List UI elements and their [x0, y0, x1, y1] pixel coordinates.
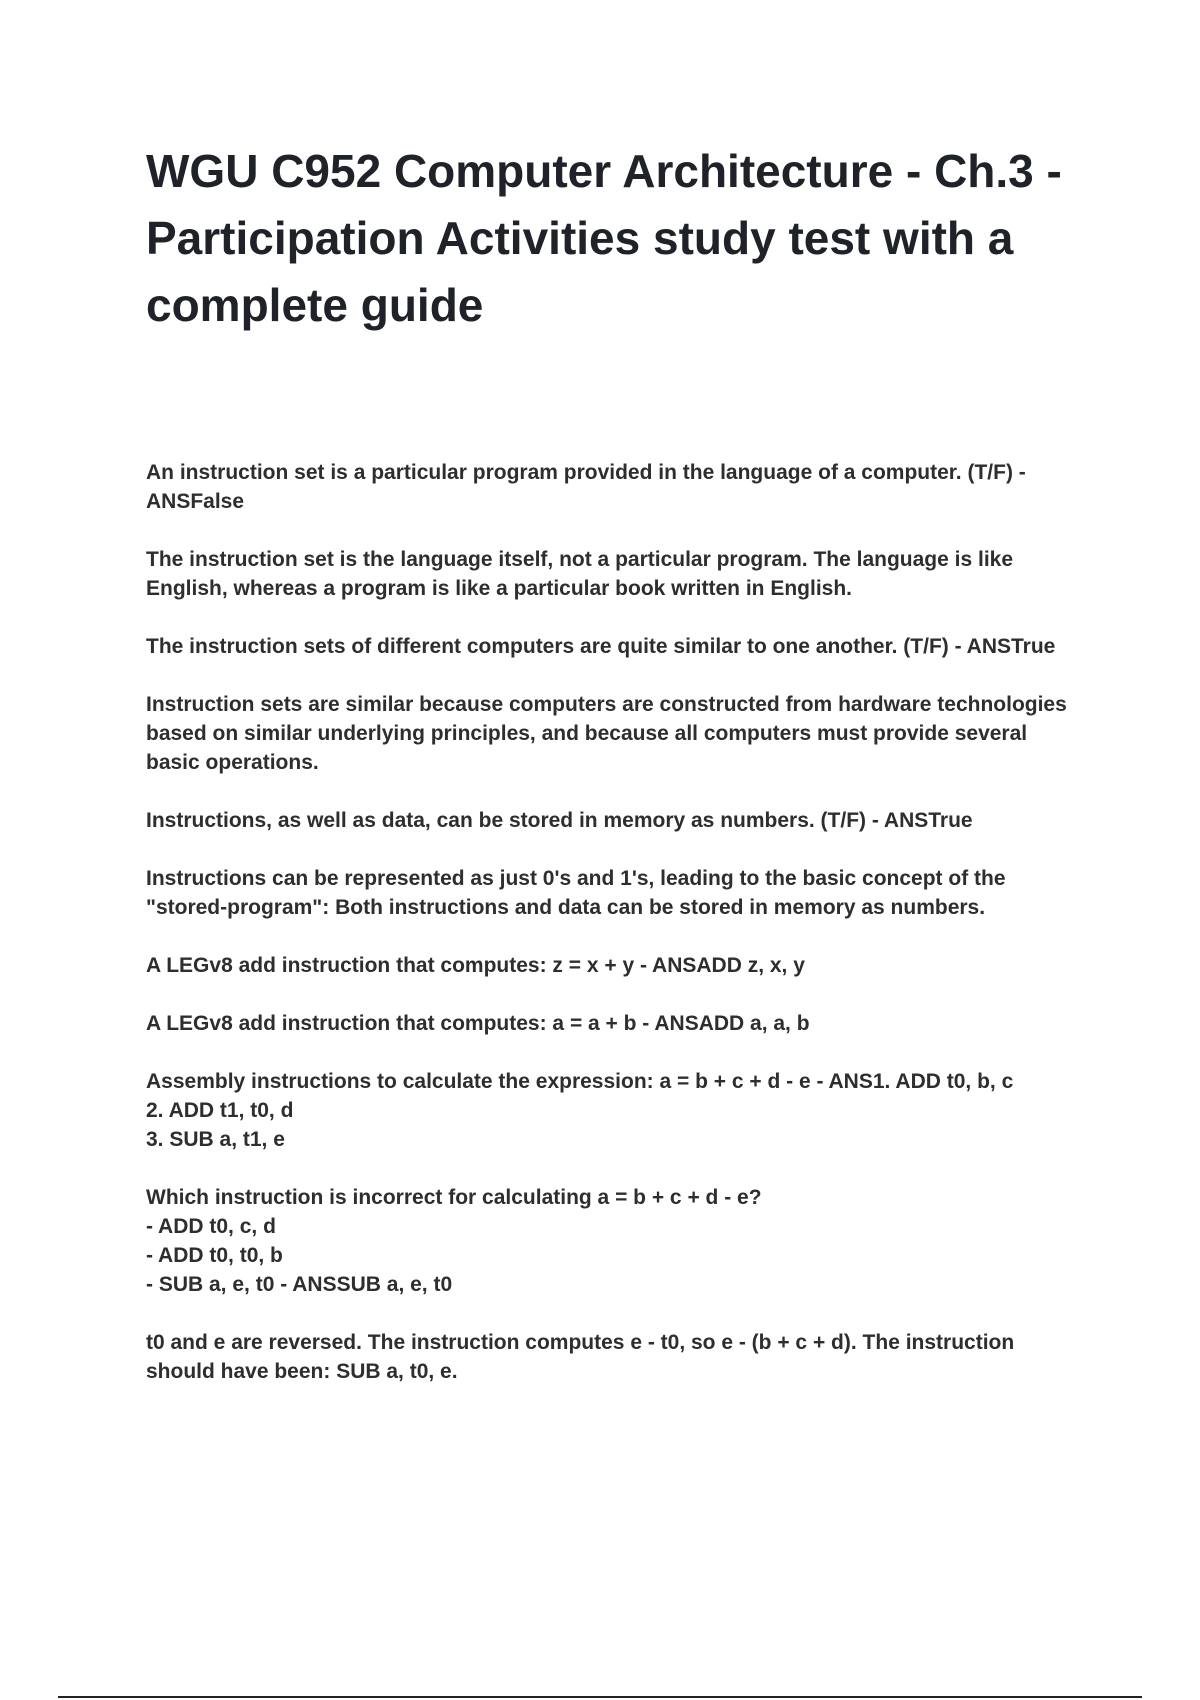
paragraph-10: Which instruction is incorrect for calculating a = b + c + d - e? - ADD t0, c, d - ADD t0, t0, b - SUB a, e, t0 - ANSSUB a, e, t0 [146, 1186, 762, 1296]
paragraph-5: Instructions, as well as data, can be stored in memory as numbers. (T/F) - ANSTrue [146, 809, 973, 832]
paragraph-6: Instructions can be represented as just 0's and 1's, leading to the basic concept of the "stored-program": Both instructions and data can be stored in memory as numbers. [146, 867, 1006, 919]
paragraph-7: A LEGv8 add instruction that computes: z = x + y - ANSADD z, x, y [146, 954, 805, 977]
paragraph-9: Assembly instructions to calculate the expression: a = b + c + d - e - ANS1. ADD t0, b, c 2. ADD t1, t0, d 3. SUB a, t1, e [146, 1070, 1014, 1151]
paragraph-1: An instruction set is a particular program provided in the language of a computer. (T/F) - ANSFalse [146, 461, 1026, 513]
paragraph-3: The instruction sets of different computers are quite similar to one another. (T/F) - ANSTrue [146, 635, 1056, 658]
paragraph-8: A LEGv8 add instruction that computes: a = a + b - ANSADD a, a, b [146, 1012, 810, 1035]
bottom-divider [58, 1696, 1142, 1698]
page-title: WGU C952 Computer Architecture - Ch.3 - Participation Activities study test with a complete guide [146, 145, 1062, 331]
paragraph-4: Instruction sets are similar because computers are constructed from hardware technologies based on similar underlying principles, and because all computers must provide several basic operations. [146, 693, 1067, 774]
document-body [146, 458, 1086, 1415]
paragraph-2: The instruction set is the language itself, not a particular program. The language is like English, whereas a program is like a particular book written in English. [146, 548, 1014, 600]
paragraph-11: t0 and e are reversed. The instruction computes e - t0, so e - (b + c + d). The instruction should have been: SUB a, t0, e. [146, 1331, 1015, 1383]
